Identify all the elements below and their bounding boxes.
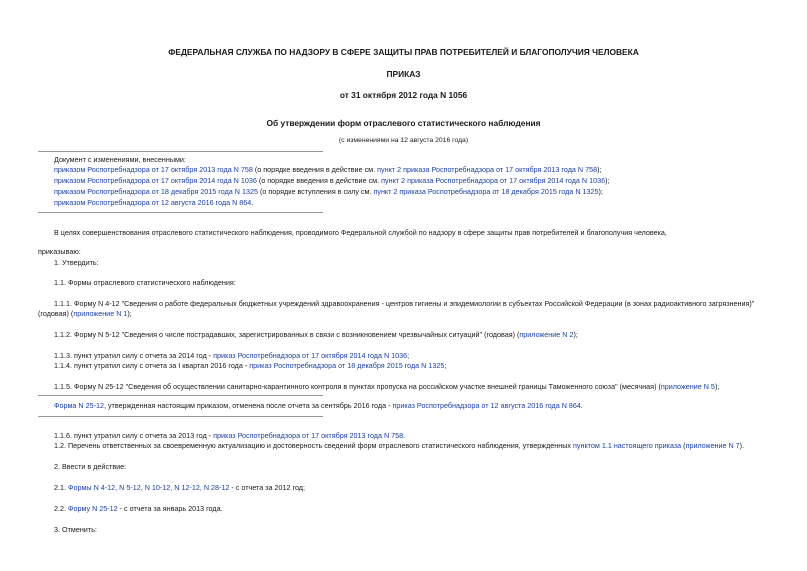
para-2-1 bbox=[54, 483, 305, 492]
appendix-link[interactable]: приложение N 7 bbox=[685, 441, 740, 450]
para-1-2 bbox=[54, 441, 744, 450]
change-text: (о порядке введения в действие см. bbox=[256, 176, 382, 185]
appendix-link[interactable]: приложение N 1 bbox=[73, 309, 128, 318]
change-link[interactable]: приказом Роспотребнадзора от 17 октября 2014 года N 1036 bbox=[54, 176, 257, 185]
text: ( bbox=[681, 441, 686, 450]
text: 1.2. Перечень ответственных за своевременную актуализацию и достоверность сведений форм отраслевого статистического наблюдения, утвержденных bbox=[54, 441, 573, 450]
change-link[interactable]: приказом Роспотребнадзора от 17 октября 2013 года N 758 bbox=[54, 165, 253, 174]
para-1-1: 1.1. Формы отраслевого статистического наблюдения: bbox=[54, 278, 236, 287]
note-divider-bottom bbox=[38, 416, 323, 417]
divider-bottom bbox=[38, 212, 323, 213]
doc-date: от 31 октября 2012 года N 1056 bbox=[339, 90, 468, 100]
text: - с отчета за 2012 год; bbox=[229, 483, 305, 492]
form-link[interactable]: Форма N 25-12 bbox=[54, 401, 104, 410]
text: 1.1.2. Форму N 5-12 "Сведения о числе пострадавших, зарегистрированных в связи с возникновением чрезвычайных ситуаций" (годовая) ( bbox=[54, 330, 520, 339]
para-2: 2. Ввести в действие: bbox=[54, 462, 127, 471]
appendix-link[interactable]: приложение N 5 bbox=[660, 382, 715, 391]
preamble: В целях совершенствования отраслевого статистического наблюдения, проводимого Федеральной службой по надзору в сфере защиты прав потребителей и благополучия человека, bbox=[54, 228, 667, 237]
text: . bbox=[580, 401, 583, 410]
change-link-2[interactable]: пункт 2 приказа Роспотребнадзора от 17 октября 2013 года N 758 bbox=[377, 165, 598, 174]
para-1-1-1a: 1.1.1. Форму N 4-12 "Сведения о работе федеральных бюджетных учреждений здравоохранения - центров гигиены и эпидемиологии в субъектах Российской Федерации (в зонах радиоактивного загрязнения)" bbox=[54, 299, 755, 308]
para-1-1-4 bbox=[54, 361, 446, 370]
order-link[interactable]: приказ Роспотребнадзора от 17 октября 2014 года N 1036 bbox=[213, 351, 408, 360]
amend-note: (с изменениями на 12 августа 2016 года) bbox=[338, 137, 469, 144]
text: (годовая) ( bbox=[38, 309, 74, 318]
para-2-2 bbox=[54, 504, 223, 513]
para-1-1-6 bbox=[54, 431, 405, 440]
text: ; bbox=[407, 351, 410, 360]
clause-link[interactable]: пунктом 1.1 настоящего приказа bbox=[573, 441, 682, 450]
text: , утвержденная настоящим приказом, отменена после отчета за сентябрь 2016 года - bbox=[103, 401, 393, 410]
para-1-1-3 bbox=[54, 351, 409, 360]
text: 1.1.6. пункт утратил силу с отчета за 2013 год - bbox=[54, 431, 214, 440]
para-3: 3. Отменить: bbox=[54, 525, 97, 534]
para-1: 1. Утвердить: bbox=[54, 258, 99, 267]
text: 1.1.4. пункт утратил силу с отчета за I квартал 2016 года - bbox=[54, 361, 250, 370]
change-link[interactable]: приказом Роспотребнадзора от 18 декабря 2015 года N 1325 bbox=[54, 187, 258, 196]
text: 1.1.3. пункт утратил силу с отчета за 2014 год - bbox=[54, 351, 214, 360]
form-note bbox=[54, 401, 583, 410]
text: - с отчета за январь 2013 года. bbox=[117, 504, 223, 513]
divider-top bbox=[38, 151, 323, 152]
form-link[interactable]: Форму N 25-12 bbox=[68, 504, 118, 513]
change-end: ); bbox=[597, 165, 602, 174]
text: ). bbox=[739, 441, 745, 450]
order-link[interactable]: приказ Роспотребнадзора от 12 августа 2016 года N 864 bbox=[392, 401, 581, 410]
order-link[interactable]: приказ Роспотребнадзора от 17 октября 2013 года N 758 bbox=[213, 431, 404, 440]
changes-intro: Документ с изменениями, внесенными: bbox=[54, 155, 186, 164]
change-link-2[interactable]: пункт 2 приказа Роспотребнадзора от 18 декабря 2015 года N 1325 bbox=[373, 187, 599, 196]
change-item bbox=[54, 187, 603, 196]
forms-link[interactable]: Формы N 4-12, N 5-12, N 10-12, N 12-12, N 28-12 bbox=[68, 483, 230, 492]
change-end: . bbox=[251, 198, 254, 207]
text: . bbox=[403, 431, 406, 440]
note-divider-top bbox=[38, 395, 323, 396]
order-link[interactable]: приказ Роспотребнадзора от 18 декабря 2015 года N 1325 bbox=[249, 361, 445, 370]
change-text: (о порядке вступления в силу см. bbox=[257, 187, 374, 196]
text: 1.1.5. Форму N 25-12 "Сведения об осуществлении санитарно-карантинного контроля в пунктах пропуска на российском участке внешней границы Таможенного союза" (месячная) ( bbox=[54, 382, 661, 391]
text: ; bbox=[444, 361, 447, 370]
change-item bbox=[54, 176, 609, 185]
change-item bbox=[54, 198, 253, 207]
change-end: ); bbox=[605, 176, 610, 185]
text: ); bbox=[573, 330, 578, 339]
text: 2.2. bbox=[54, 504, 68, 513]
doc-type: ПРИКАЗ bbox=[386, 69, 421, 79]
agency-title: ФЕДЕРАЛЬНАЯ СЛУЖБА ПО НАДЗОРУ В СФЕРЕ ЗАЩИТЫ ПРАВ ПОТРЕБИТЕЛЕЙ И БЛАГОПОЛУЧИЯ ЧЕЛОВЕКА bbox=[168, 47, 639, 57]
change-item bbox=[54, 165, 601, 174]
change-link-2[interactable]: пункт 2 приказа Роспотребнадзора от 17 октября 2014 года N 1036 bbox=[381, 176, 606, 185]
text: ); bbox=[714, 382, 720, 391]
para-1-1-5 bbox=[54, 382, 719, 391]
change-text: (о порядке введения в действие см. bbox=[252, 165, 378, 174]
text: 2.1. bbox=[54, 483, 68, 492]
para-1-1-1b bbox=[38, 309, 132, 318]
order-word: приказываю: bbox=[38, 247, 81, 256]
para-1-1-2 bbox=[54, 330, 578, 339]
text: ); bbox=[127, 309, 132, 318]
appendix-link[interactable]: приложение N 2 bbox=[519, 330, 574, 339]
doc-subject: Об утверждении форм отраслевого статистического наблюдения bbox=[266, 118, 541, 128]
change-end: ); bbox=[598, 187, 603, 196]
change-link[interactable]: приказом Роспотребнадзора от 12 августа 2016 года N 864 bbox=[54, 198, 252, 207]
